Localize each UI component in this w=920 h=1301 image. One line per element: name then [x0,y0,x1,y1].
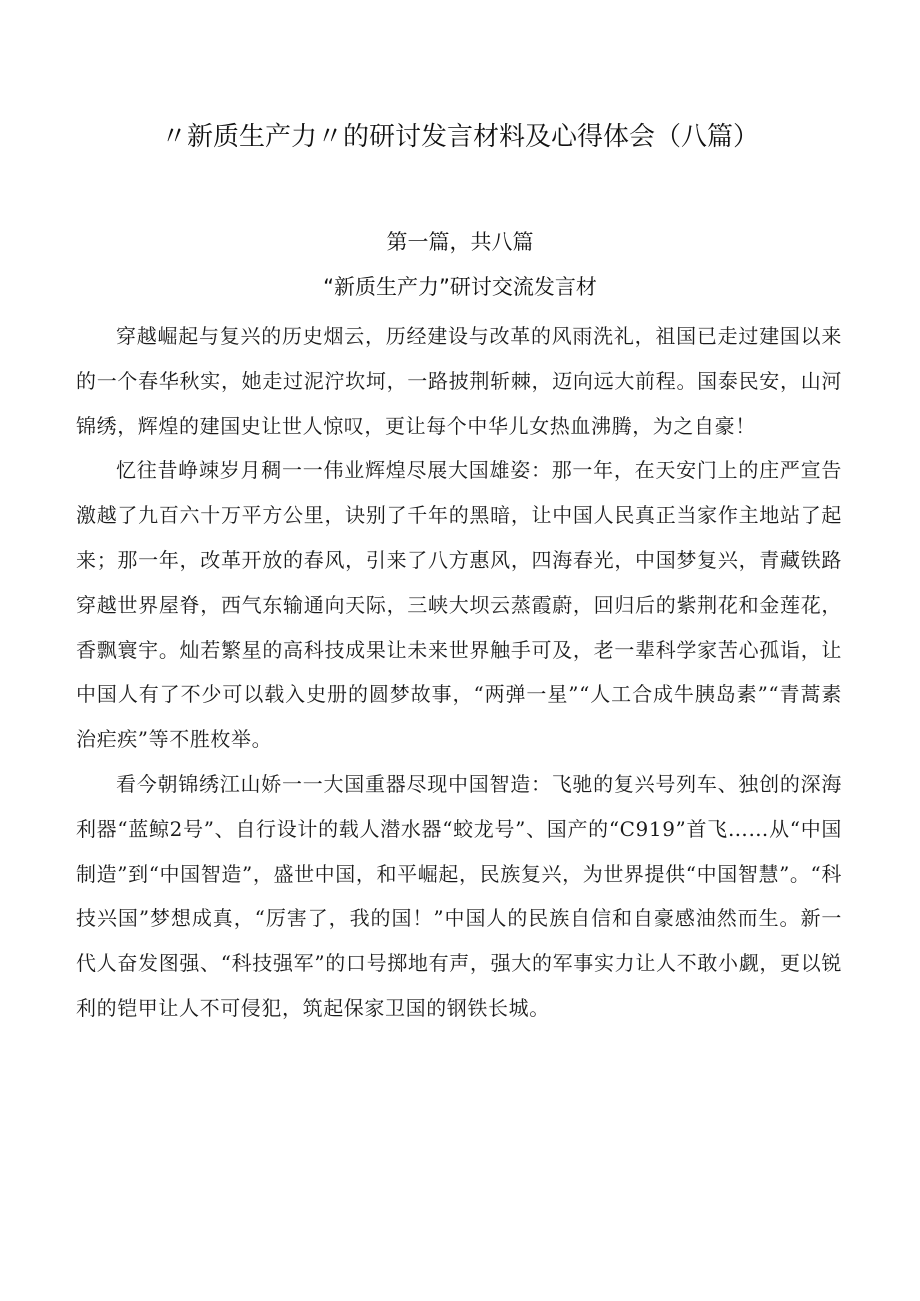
section-heading: 第一篇，共八篇 [386,230,534,254]
body-paragraph: 忆往昔峥竦岁月稠一一伟业辉煌尽展大国雄姿：那一年，在天安门上的庄严宣告激越了九百六十万平方公里，诀别了千年的黑暗，让中国人民真正当家作主地站了起来；那一年，改革开放的春风，引来了八方惠风，四海春光，中国梦复兴，青藏铁路穿越世界屋脊，西气东输通向天际，三峡大坝云蒸霞蔚，回归后的紫荆花和金莲花，香飘寰宇。灿若繁星的高科技成果让未来世界触手可及，老一辈科学家苦心孤诣，让中国人有了不少可以载入史册的圆梦故事，“两弹一星”“人工合成牛胰岛素”“青蒿素治疟疾”等不胜枚举。 [76,458,842,752]
document-body [76,314,842,1031]
document-title: 〃新质生产力〃的研讨发言材料及心得体会（八篇） [160,122,759,152]
body-paragraph: 看今朝锦绣江山娇一一大国重器尽现中国智造：飞驰的复兴号列车、独创的深海利器“蓝鲸2号”、自行设计的载人潜水器“蛟龙号”、国产的“C919”首飞……从“中国制造”到“中国智造”，盛世中国，和平崛起，民族复兴，为世界提供“中国智慧”。“科技兴国”梦想成真，“厉害了，我的国！”中国人的民族自信和自豪感油然而生。新一代人奋发图强、“科技强军”的口号掷地有声，强大的军事实力让人不敢小觑，更以锐利的铠甲让人不可侵犯，筑起保家卫国的钢铁长城。 [76,771,842,1020]
body-paragraph: 穿越崛起与复兴的历史烟云，历经建设与改革的风雨洗礼，祖国已走过建国以来的一个春华秋实，她走过泥泞坎坷，一路披荆斩棘，迈向远大前程。国泰民安，山河锦绣，辉煌的建国史让世人惊叹，更让每个中华儿女热血沸腾，为之自豪！ [76,324,842,438]
section-subtitle: “新质生产力”研讨交流发言材 [323,275,597,299]
